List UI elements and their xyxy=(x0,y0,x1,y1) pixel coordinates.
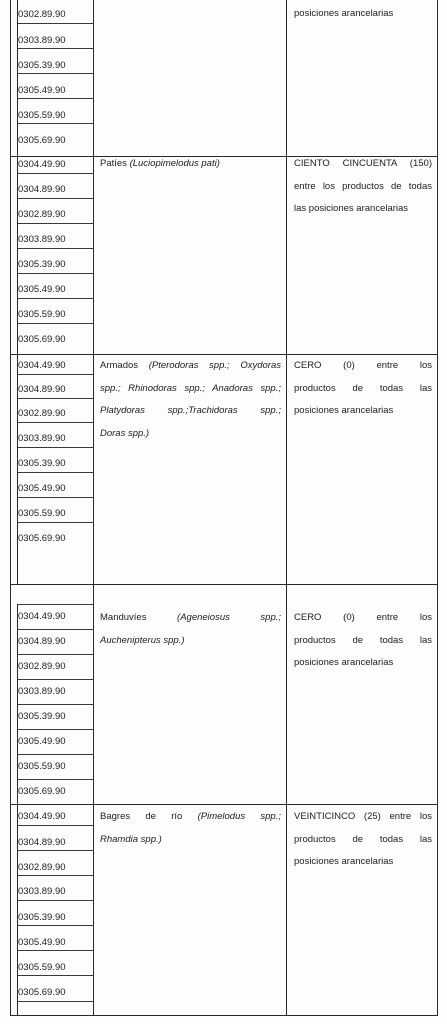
tariff-code: 0305.39.90 xyxy=(18,912,66,923)
tariff-code: 0304.89.90 xyxy=(18,837,66,848)
tariff-code: 0304.49.90 xyxy=(18,159,66,170)
code-cell-border xyxy=(17,604,18,804)
tariff-code: 0303.89.90 xyxy=(18,886,66,897)
code-cell-border xyxy=(17,779,94,780)
code-cell-border xyxy=(17,629,94,630)
species-scientific-name: Auchenipterus spp.) xyxy=(100,634,185,646)
species-scientific-name: Platydoras spp.;Trachidoras spp.; xyxy=(100,405,281,417)
code-cell-border xyxy=(17,975,94,976)
tariff-code: 0303.89.90 xyxy=(18,686,66,697)
species-common-name: Bagres de río xyxy=(100,811,183,822)
code-cell-border xyxy=(17,604,94,605)
code-cell-border xyxy=(17,804,18,1016)
tariff-code: 0305.49.90 xyxy=(18,937,66,948)
tariff-code: 0305.49.90 xyxy=(18,284,66,295)
code-cell-border xyxy=(17,98,94,99)
tariff-code: 0304.49.90 xyxy=(18,611,66,622)
code-cell-border xyxy=(17,398,94,399)
tariff-code: 0304.89.90 xyxy=(18,636,66,647)
code-cell-border xyxy=(17,198,94,199)
tariff-code: 0303.89.90 xyxy=(18,35,66,46)
code-cell-border xyxy=(17,1001,94,1002)
quota-text: CERO (0) entre los productos de todas las posiciones arancelarias xyxy=(294,360,432,417)
species-common-name: Armados xyxy=(100,360,139,371)
tariff-code: 0305.39.90 xyxy=(18,60,66,71)
tariff-code: 0305.39.90 xyxy=(18,259,66,270)
code-cell-border xyxy=(17,73,94,74)
tariff-code: 0302.89.90 xyxy=(18,862,66,873)
code-cell-border xyxy=(17,422,94,423)
code-cell-border xyxy=(17,754,94,755)
tariff-code: 0305.69.90 xyxy=(18,334,66,345)
code-cell-border xyxy=(17,0,18,156)
table-bottom-border xyxy=(10,1015,438,1016)
code-cell-border xyxy=(17,223,94,224)
code-cell-border xyxy=(17,900,94,901)
tariff-code: 0303.89.90 xyxy=(18,234,66,245)
code-cell-border xyxy=(17,248,94,249)
species-description xyxy=(100,153,281,176)
tariff-code: 0304.89.90 xyxy=(18,384,66,395)
species-scientific-name: (Luciopimelodus pati) xyxy=(129,158,220,169)
species-scientific-name: Doras spp.) xyxy=(100,427,150,439)
tariff-code: 0302.89.90 xyxy=(18,661,66,672)
species-scientific-name: (Ageneiosus spp.; xyxy=(177,612,282,623)
species-scientific-name: (Pterodoras spp.; Oxydoras xyxy=(148,360,281,371)
code-cell-border xyxy=(17,950,94,951)
tariff-code: 0305.69.90 xyxy=(18,533,66,544)
tariff-code: 0305.69.90 xyxy=(18,987,66,998)
quota-text: VEINTICINCO (25) entre los productos de todas las posiciones arancelarias xyxy=(294,811,432,868)
code-cell-border xyxy=(17,48,94,49)
tariff-code: 0305.69.90 xyxy=(18,786,66,797)
table-divider-codes xyxy=(93,0,94,1016)
species-common-name: Manduvíes xyxy=(100,612,147,623)
tariff-code: 0305.59.90 xyxy=(18,508,66,519)
tariff-code: 0305.39.90 xyxy=(18,458,66,469)
quota-text: CIENTO CINCUENTA (150) entre los productos de todas las posiciones arancelarias xyxy=(294,158,432,215)
code-cell-border xyxy=(17,374,94,375)
table-left-border xyxy=(10,0,11,1016)
quota-text: CERO (0) entre los productos de todas las posiciones arancelarias xyxy=(294,612,432,669)
species-scientific-name: spp.; Rhinodoras spp.; Anadoras spp.; xyxy=(100,382,281,394)
species-common-name: Patíes xyxy=(100,158,127,169)
species-description xyxy=(100,355,281,445)
tariff-code: 0305.69.90 xyxy=(18,135,66,146)
code-cell-border xyxy=(17,654,94,655)
tariff-code: 0302.89.90 xyxy=(18,209,66,220)
tariff-code: 0305.59.90 xyxy=(18,761,66,772)
tariff-code: 0305.49.90 xyxy=(18,736,66,747)
table-right-border xyxy=(437,0,438,1016)
tariff-code: 0305.59.90 xyxy=(18,962,66,973)
species-scientific-name: (Pimelodus spp.; xyxy=(197,811,281,822)
code-cell-border xyxy=(17,522,94,523)
code-cell-border xyxy=(17,679,94,680)
code-cell-border xyxy=(17,497,94,498)
tariff-code: 0305.59.90 xyxy=(18,110,66,121)
code-cell-border xyxy=(17,875,94,876)
code-cell-border xyxy=(17,447,94,448)
code-cell-border xyxy=(17,354,18,584)
tariff-code: 0302.89.90 xyxy=(18,9,66,20)
table-divider-species xyxy=(286,0,287,1016)
quota-text: posiciones arancelarias xyxy=(294,8,394,19)
code-cell-border xyxy=(17,323,94,324)
code-cell-border xyxy=(17,825,94,826)
code-cell-border xyxy=(17,23,94,24)
code-cell-border xyxy=(17,704,94,705)
tariff-code: 0304.49.90 xyxy=(18,811,66,822)
tariff-code: 0305.49.90 xyxy=(18,85,66,96)
code-cell-border xyxy=(17,123,94,124)
code-cell-border xyxy=(17,925,94,926)
tariff-code: 0305.59.90 xyxy=(18,309,66,320)
species-description xyxy=(100,806,281,851)
code-cell-border xyxy=(17,729,94,730)
tariff-code: 0304.49.90 xyxy=(18,360,66,371)
code-cell-border xyxy=(17,273,94,274)
block-separator xyxy=(10,584,438,585)
code-cell-border xyxy=(17,173,94,174)
tariff-code: 0305.49.90 xyxy=(18,483,66,494)
tariff-code: 0304.89.90 xyxy=(18,184,66,195)
code-cell-border xyxy=(17,298,94,299)
tariff-code: 0303.89.90 xyxy=(18,433,66,444)
code-cell-border xyxy=(17,850,94,851)
species-scientific-name: Rhamdia spp.) xyxy=(100,833,162,845)
code-cell-border xyxy=(17,156,18,354)
block-separator xyxy=(10,804,438,805)
tariff-code: 0305.39.90 xyxy=(18,711,66,722)
code-cell-border xyxy=(17,472,94,473)
tariff-code: 0302.89.90 xyxy=(18,408,66,419)
species-description xyxy=(100,607,281,652)
